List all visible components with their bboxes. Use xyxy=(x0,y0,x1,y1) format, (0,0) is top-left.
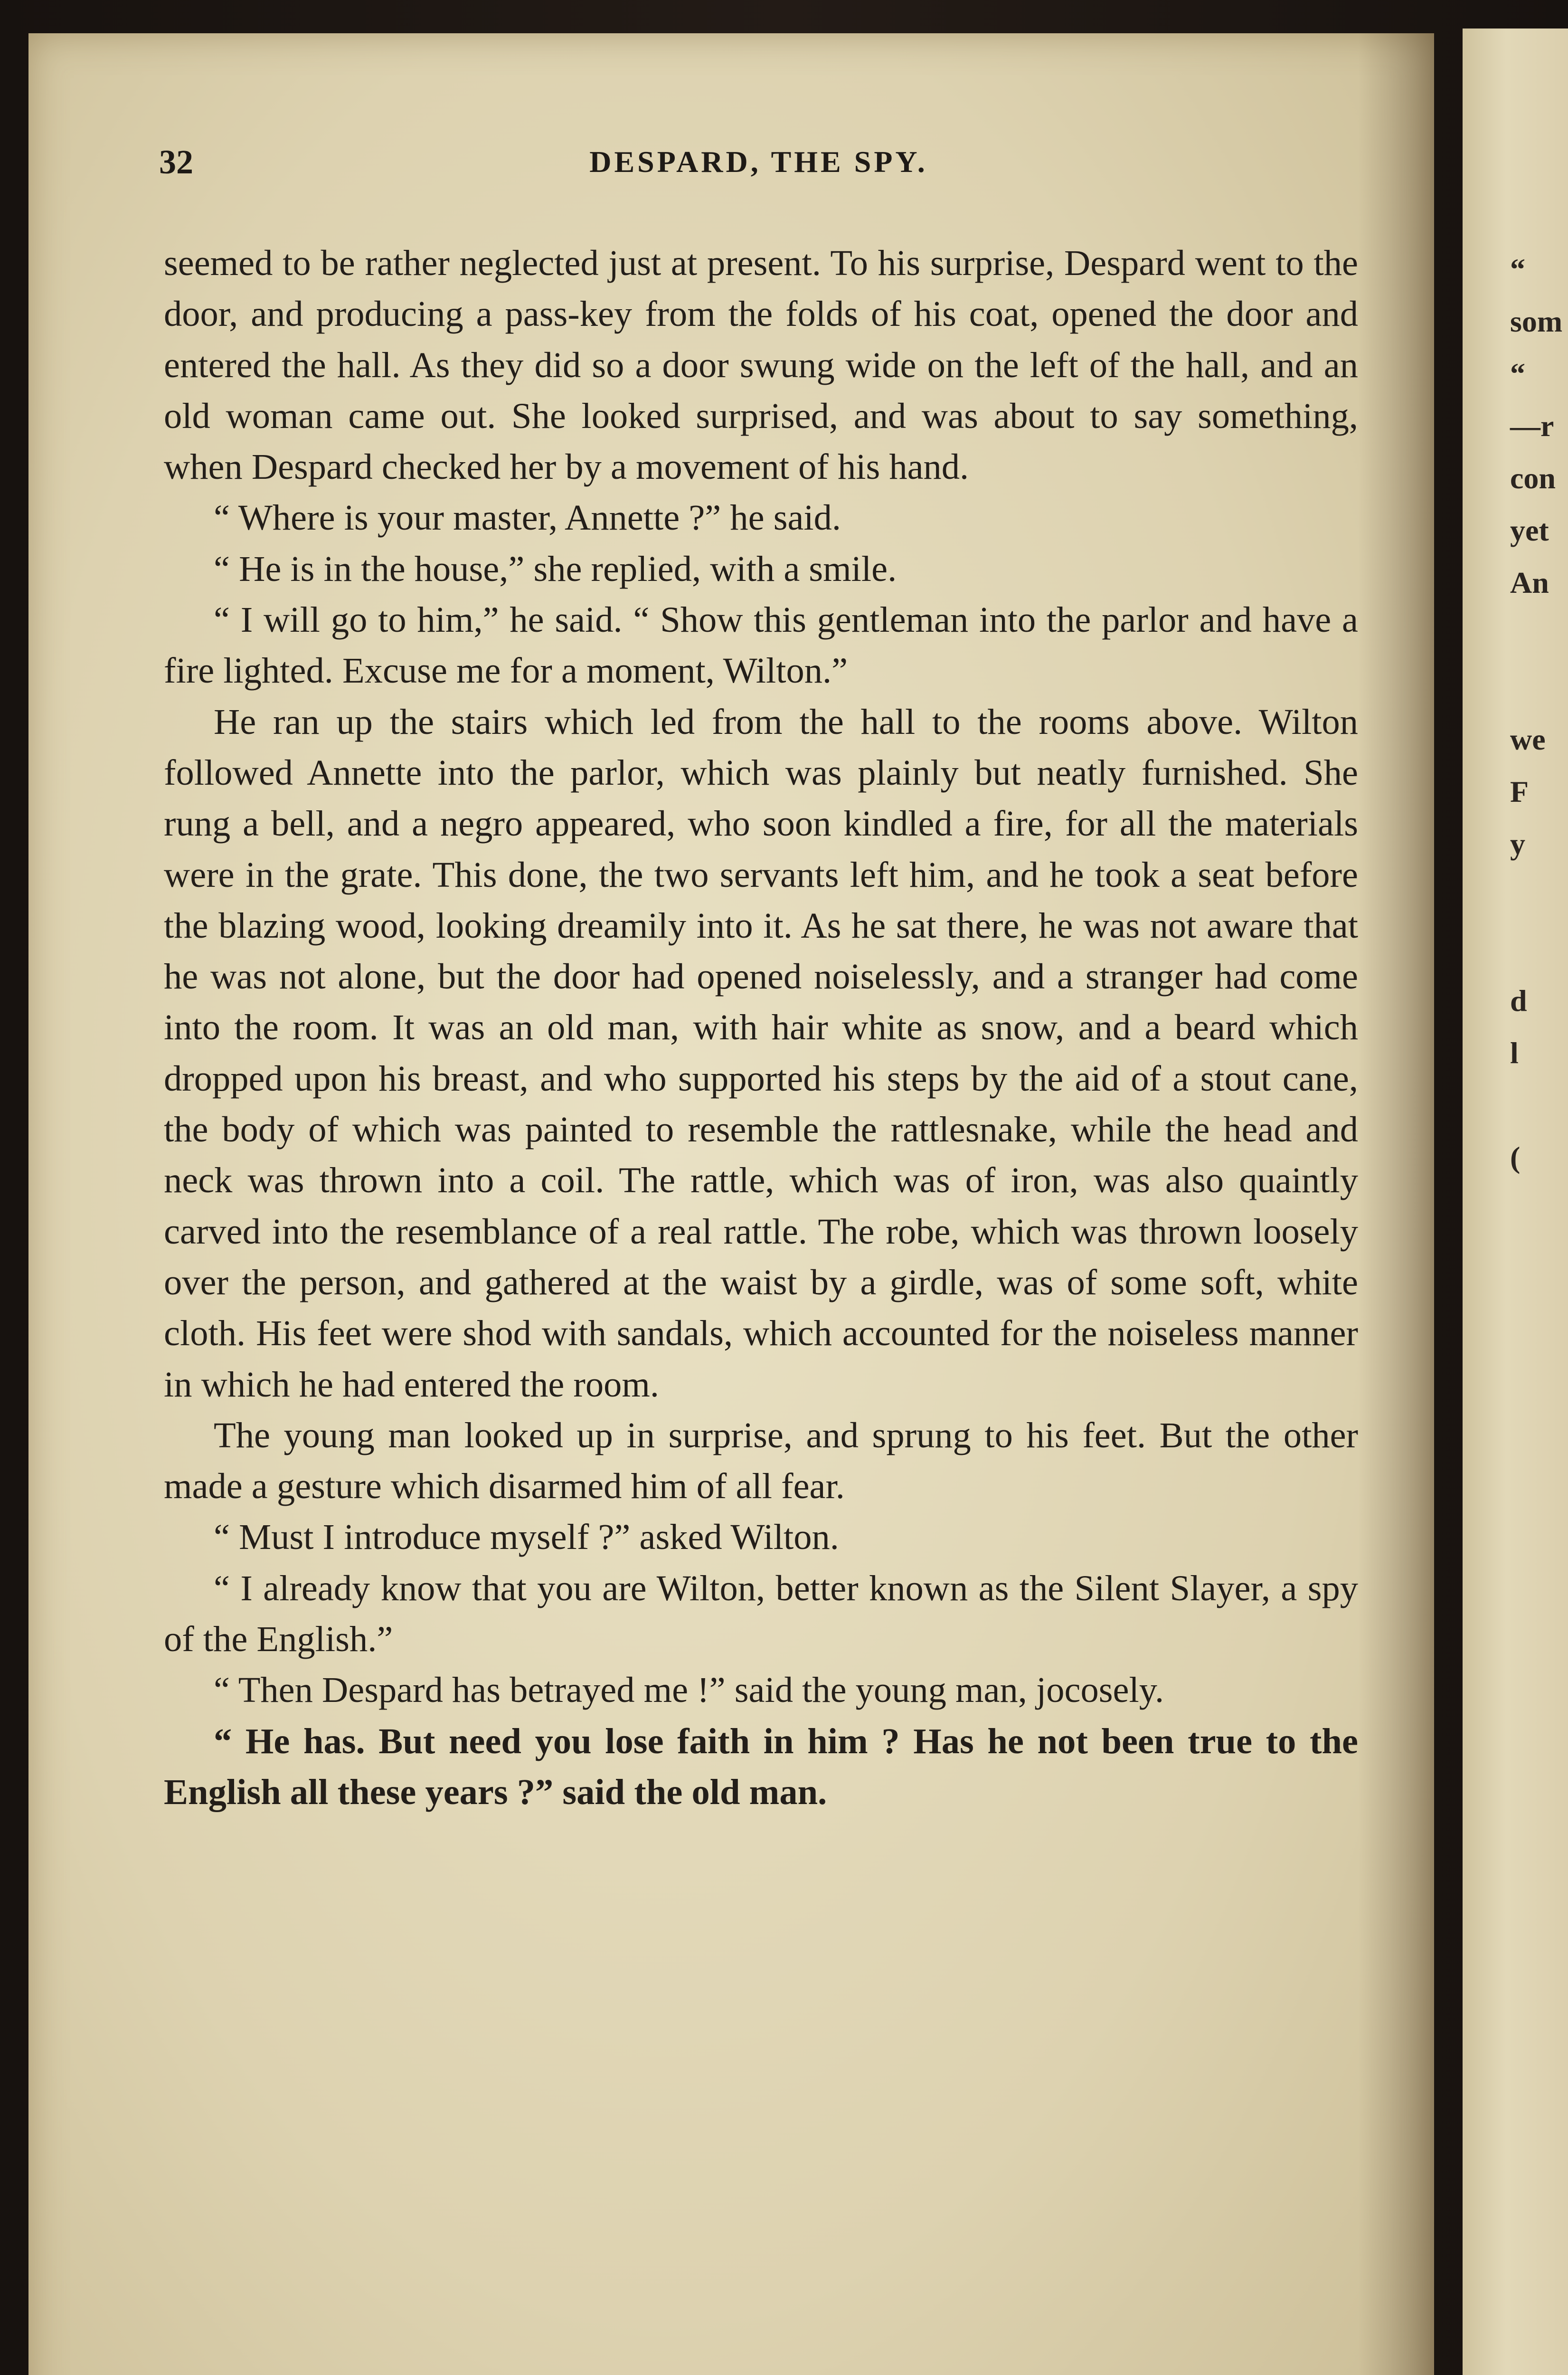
facing-line: we xyxy=(1510,722,1546,756)
paragraph: seemed to be rather neglected just at present. To his surprise, Despard went to the door, and producing a pass-key from the folds of his coat, opened the door and entered the hall. As they did so a door swung wide on the left of the hall, and an old woman came out. She looked surprised, and was about to say something, when Despard checked her by a movement of his hand. xyxy=(164,243,1358,487)
facing-line: yet xyxy=(1510,513,1549,547)
page-number: 32 xyxy=(159,143,193,181)
facing-line: “ xyxy=(1510,357,1525,390)
facing-line: —r xyxy=(1510,409,1554,443)
paragraph: “ Must I introduce myself ?” asked Wilton. xyxy=(214,1517,839,1558)
paragraph: “ Then Despard has betrayed me !” said the young man, jocosely. xyxy=(214,1670,1164,1710)
paragraph: He ran up the stairs which led from the hall to the rooms above. Wilton followed Annette into the parlor, which was plainly but neatly furnished. She rung a bell, and a negro appeared, who soon kindled a fire, for all the materials were in the grate. This done, the two servants left him, and he took a seat before the blazing wood, looking dreamily into it. As he sat there, he was not aware that he was not alone, but the door had opened noiselessly, and a stranger had come into the room. It was an old man, with hair white as snow, and a beard which dropped upon his breast, and who supported his steps by the aid of a stout cane, the body of which was painted to resemble the rattlesnake, while the head and neck was thrown into a coil. The rattle, which was of iron, was also quaintly carved into the resemblance of a real rattle. The robe, which was thrown loosely over the person, and gathered at the waist by a girdle, was of some soft, white cloth. His feet were shod with sandals, which accounted for the noiseless manner in which he had entered the room. xyxy=(164,701,1358,1405)
facing-line: l xyxy=(1510,1036,1519,1070)
facing-line: ( xyxy=(1510,1140,1521,1174)
facing-line: som xyxy=(1510,304,1563,338)
paragraph: “ I already know that you are Wilton, better known as the Silent Slayer, a spy of the English.” xyxy=(164,1568,1358,1660)
facing-line: con xyxy=(1510,461,1556,495)
paragraph: “ I will go to him,” he said. “ Show this gentleman into the parlor and have a fire lighted. Excuse me for a moment, Wilton.” xyxy=(164,599,1358,691)
spine-shadow xyxy=(1358,33,1434,2375)
facing-page-edge xyxy=(1463,28,1568,2375)
body-text xyxy=(164,238,1358,1817)
paragraph: The young man looked up in surprise, and sprung to his feet. But the other made a gesture which disarmed him of all fear. xyxy=(164,1415,1358,1507)
running-head xyxy=(159,142,1358,190)
facing-line: y xyxy=(1510,827,1525,861)
facing-line: d xyxy=(1510,984,1527,1017)
facing-line: An xyxy=(1510,566,1549,599)
facing-line: “ xyxy=(1510,252,1525,286)
running-title: DESPARD, THE SPY. xyxy=(589,145,928,179)
paragraph: “ He is in the house,” she replied, with a smile. xyxy=(214,548,897,589)
paragraph: “ He has. But need you lose faith in him ? Has he not been true to the English all these years ?” said the old man. xyxy=(164,1720,1358,1812)
facing-line: F xyxy=(1510,775,1529,808)
paragraph: “ Where is your master, Annette ?” he said. xyxy=(214,497,841,538)
